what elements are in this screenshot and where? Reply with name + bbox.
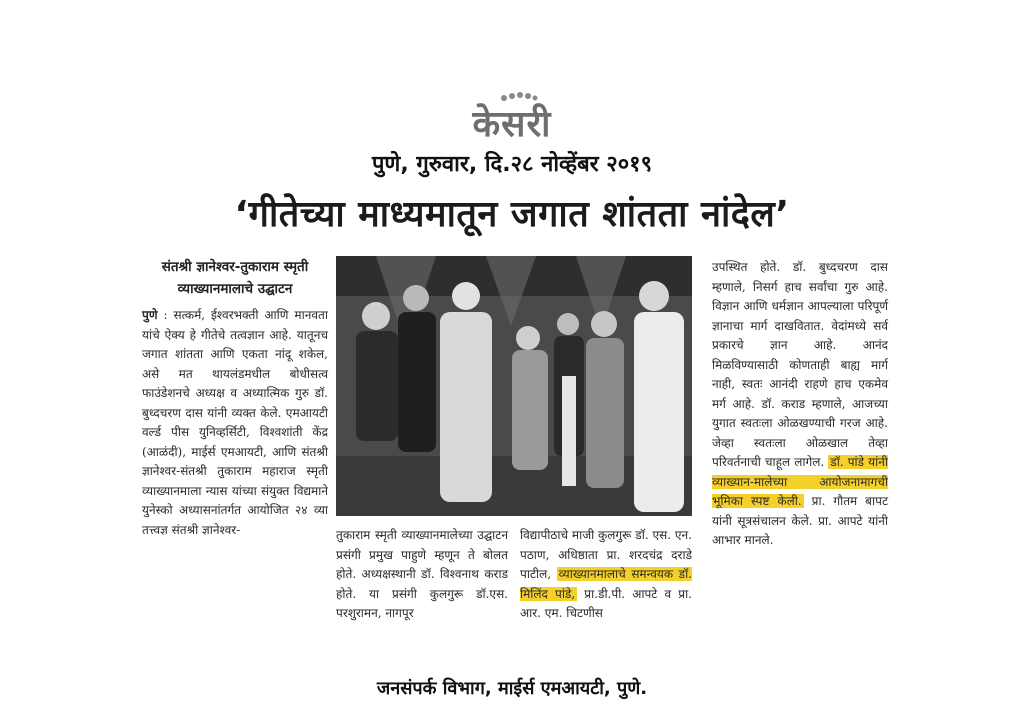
article-middle-column-a: तुकाराम स्मृती व्याख्यानमालेच्या उद्घाटन प्रसंगी प्रमुख पाहुणे म्हणून ते बोलत होते. अध्यक्षस्थानी डॉ. विश्वनाथ कराड होते. या प्रसंगी कुलगुरू डॉ.एस. परशुरामन, नागपूर: [336, 528, 508, 620]
source-credit: जनसंपर्क विभाग, माईर्स एमआयटी, पुणे.: [376, 678, 648, 699]
article-subheading: संतश्री ज्ञानेश्वर-तुकाराम स्मृती व्याख्यानमालाचे उद्घाटन: [161, 259, 309, 297]
article-right-column: [712, 258, 888, 551]
newspaper-masthead: केसरी: [472, 104, 552, 145]
article-left-body: [142, 306, 328, 540]
city-dateline: पुणे: [142, 308, 158, 322]
mid-b-text: विद्यापीठाचे माजी कुलगुरू डॉ. एस. एन. पठाण, अधिष्ठाता प्रा. शरदचंद्र दराडे पाटील,: [520, 528, 692, 581]
highlighted-coordinator-name: व्याख्यानमालाचे समन्वयक डॉ. मिलिंद पांडे,: [520, 567, 692, 601]
left-body-text: : सत्कर्म, ईश्वरभक्ती आणि मानवता यांचे ऐक्य हे गीतेचे तत्वज्ञान आहे. यातूनच जगात शांतता आणि एकता नांदू शकेल, असे मत थायलंडमधील बोधीसत्व फाउंडेशनचे अध्यक्ष व अध्यात्मिक गुरु डॉ. बुध्दचरण दास यांनी व्यक्त केले. एमआयटी वर्ल्ड पीस युनिव्हर्सिटी, विश्वशांती केंद्र (आळंदी), माईर्स एमआयटी, आणि संतश्री ज्ञानेश्वर-संतश्री तुकाराम महाराज स्मृती व्याख्यानमाला न्यास यांच्या संयुक्त विद्यमाने युनेस्को अध्यासनांतर्गत आयोजित २४ व्या तत्त्वज्ञ संतश्री ज्ञानेश्वर-: [142, 308, 328, 537]
right-body-text: उपस्थित होते. डॉ. बुध्दचरण दास म्हणाले, निसर्ग हाच सर्वांचा गुरु आहे. विज्ञान आणि धर्मज्ञान आपल्याला परिपूर्ण ज्ञानाचा मार्ग दाखवितात. वेदांमध्ये सर्व प्रकारचे ज्ञान आहे. आनंद मिळविण्यासाठी कोणताही बाह्य मार्ग नाही, स्वतः आनंदी राहणे हाच एकमेव मर्ग आहे. डॉ. कराड म्हणाले, आजच्या युगात स्वतःला ओळखण्याची गरज आहे. जेव्हा स्वतःला ओळखाल तेव्हा परिवर्तनाची चाहूल लागेल.: [712, 260, 888, 469]
article-left-column: [142, 256, 328, 540]
highlighted-statement: डॉ. पांडे यांनी व्याख्यान-मालेच्या आयोजनामागची भूमिका स्पष्ट केली.: [712, 455, 888, 508]
mid-b-text-after: प्रा.डी.पी. आपटे व प्रा. आर. एम. चिटणीस: [520, 586, 692, 620]
event-photo: [336, 256, 692, 516]
right-body-text-after: प्रा. गौतम बापट यांनी सूत्रसंचालन केले. प्रा. आपटे यांनी आभार मानले.: [712, 494, 888, 547]
dateline: पुणे, गुरुवार, दि.२८ नोव्हेंबर २०१९: [371, 152, 653, 177]
headline: ‘गीतेच्या माध्यमातून जगात शांतता नांदेल’: [234, 194, 790, 235]
article-middle-column-b: [520, 526, 692, 624]
